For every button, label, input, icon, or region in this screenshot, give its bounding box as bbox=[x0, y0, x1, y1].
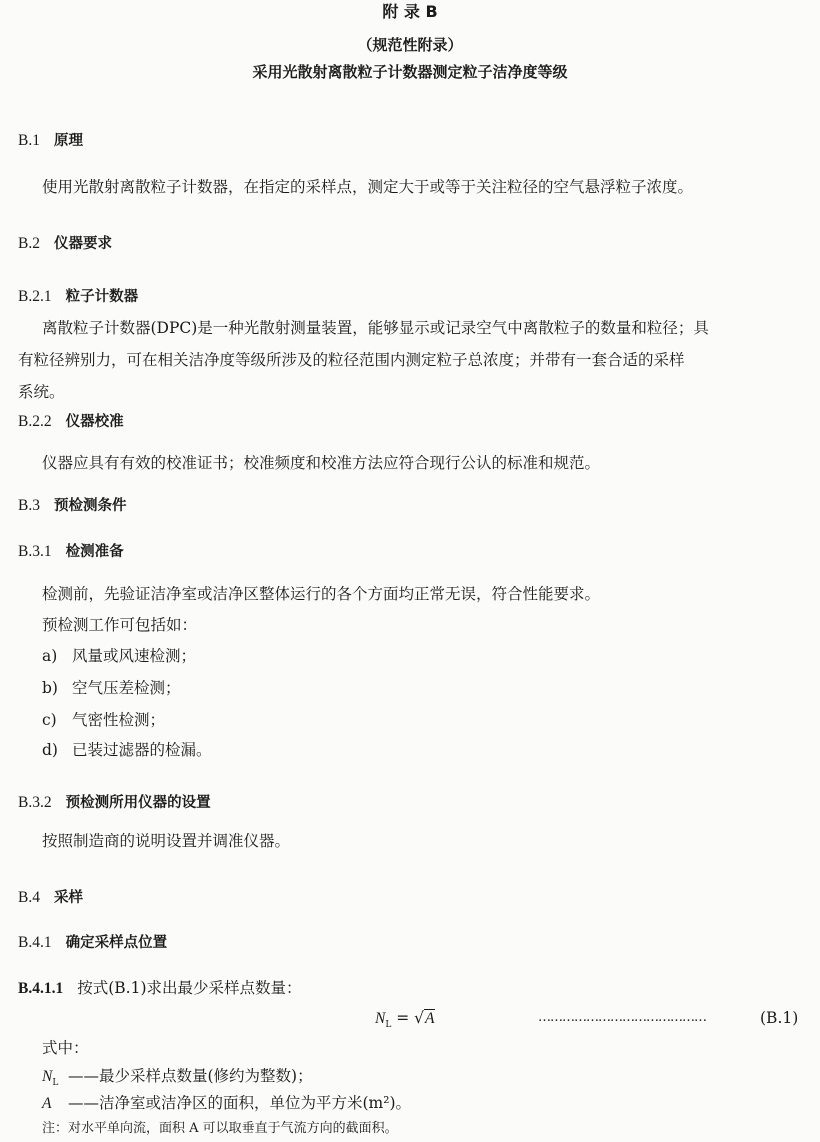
section-b32-heading bbox=[18, 792, 211, 813]
section-b41-heading bbox=[18, 932, 167, 953]
definition-text: ——最少采样点数量(修约为整数)； bbox=[68, 1067, 313, 1085]
section-number: B.2.1 bbox=[18, 288, 52, 305]
section-b31-heading bbox=[18, 541, 124, 562]
section-title: 仪器要求 bbox=[53, 236, 112, 252]
section-b1-text: 使用光散射离散粒子计数器，在指定的采样点，测定大于或等于关注粒径的空气悬浮粒子浓度。 bbox=[42, 178, 694, 196]
list-text: 风量或风速检测； bbox=[72, 647, 197, 665]
section-b4-heading bbox=[18, 887, 83, 908]
where-label: 式中： bbox=[42, 1039, 89, 1057]
section-number: B.4.1.1 bbox=[18, 980, 64, 997]
formula-symbol: N bbox=[375, 1010, 386, 1027]
section-b1-heading bbox=[18, 130, 83, 151]
section-number: B.2 bbox=[18, 235, 40, 252]
formula-label: (B.1) bbox=[760, 1009, 799, 1027]
section-number: B.1 bbox=[18, 132, 40, 149]
section-number: B.4 bbox=[18, 889, 40, 906]
section-b32-text: 按照制造商的说明设置并调准仪器。 bbox=[42, 832, 291, 850]
section-title: 原理 bbox=[53, 133, 83, 149]
section-b31-text: 检测前，先验证洁净室或洁净区整体运行的各个方面均正常无误，符合性能要求。 bbox=[42, 585, 601, 603]
appendix-type: （规范性附录） bbox=[357, 36, 463, 54]
definition-symbol: A bbox=[42, 1095, 52, 1112]
section-number: B.3.2 bbox=[18, 794, 52, 811]
section-title: 检测准备 bbox=[65, 544, 124, 560]
section-text: 按式(B.1)求出最少采样点数量： bbox=[77, 979, 302, 997]
formula-leader: …………………………………… bbox=[538, 1010, 706, 1025]
definition-subscript: L bbox=[52, 1078, 59, 1089]
list-item bbox=[42, 678, 181, 698]
definition bbox=[42, 1093, 411, 1114]
section-b411-heading bbox=[18, 978, 302, 999]
section-title: 确定采样点位置 bbox=[65, 935, 168, 951]
list-item bbox=[42, 740, 212, 760]
list-text: 已装过滤器的检漏。 bbox=[72, 741, 212, 759]
section-b31-intro: 预检测工作可包括如： bbox=[42, 616, 198, 634]
section-title: 粒子计数器 bbox=[65, 289, 139, 305]
appendix-title: 采用光散射离散粒子计数器测定粒子洁净度等级 bbox=[252, 63, 568, 81]
formula-subscript: L bbox=[385, 1020, 392, 1031]
section-title: 预检测条件 bbox=[53, 498, 127, 514]
formula-radicand: A bbox=[425, 1010, 435, 1027]
section-b22-text: 仪器应具有有效的校准证书；校准频度和校准方法应符合现行公认的标准和规范。 bbox=[42, 454, 601, 472]
formula bbox=[375, 1008, 435, 1035]
list-marker: c) bbox=[42, 711, 57, 729]
formula-operator: = √ bbox=[391, 1009, 425, 1027]
section-b3-heading bbox=[18, 495, 126, 516]
section-b21-heading bbox=[18, 286, 138, 307]
definition-symbol: N bbox=[42, 1068, 53, 1085]
section-number: B.4.1 bbox=[18, 934, 52, 951]
section-title: 采样 bbox=[53, 890, 83, 906]
list-marker: a) bbox=[42, 647, 58, 665]
section-number: B.3 bbox=[18, 497, 40, 514]
section-b2-heading bbox=[18, 233, 112, 254]
list-text: 空气压差检测； bbox=[72, 679, 181, 697]
paragraph-line: 离散粒子计数器(DPC)是一种光散射测量装置，能够显示或记录空气中离散粒子的数量和粒径；具 bbox=[42, 319, 709, 337]
list-item bbox=[42, 710, 165, 730]
note: 注：对水平单向流，面积 A 可以取垂直于气流方向的截面积。 bbox=[42, 1121, 398, 1136]
definition-text: ——洁净室或洁净区的面积，单位为平方米(m²)。 bbox=[68, 1094, 412, 1112]
paragraph-line: 有粒径辨别力，可在相关洁净度等级所涉及的粒径范围内测定粒子总浓度；并带有一套合适的采样 bbox=[18, 351, 685, 369]
definition bbox=[42, 1066, 313, 1093]
list-text: 气密性检测； bbox=[72, 711, 166, 729]
list-marker: b) bbox=[42, 679, 58, 697]
section-title: 仪器校准 bbox=[65, 414, 124, 430]
list-marker: d) bbox=[42, 741, 58, 759]
section-number: B.3.1 bbox=[18, 543, 52, 560]
list-item bbox=[42, 646, 196, 666]
section-number: B.2.2 bbox=[18, 413, 52, 430]
appendix-label: 附 录 B bbox=[382, 2, 438, 21]
section-title: 预检测所用仪器的设置 bbox=[65, 795, 211, 811]
section-b22-heading bbox=[18, 411, 124, 432]
paragraph-line: 系统。 bbox=[18, 383, 65, 401]
